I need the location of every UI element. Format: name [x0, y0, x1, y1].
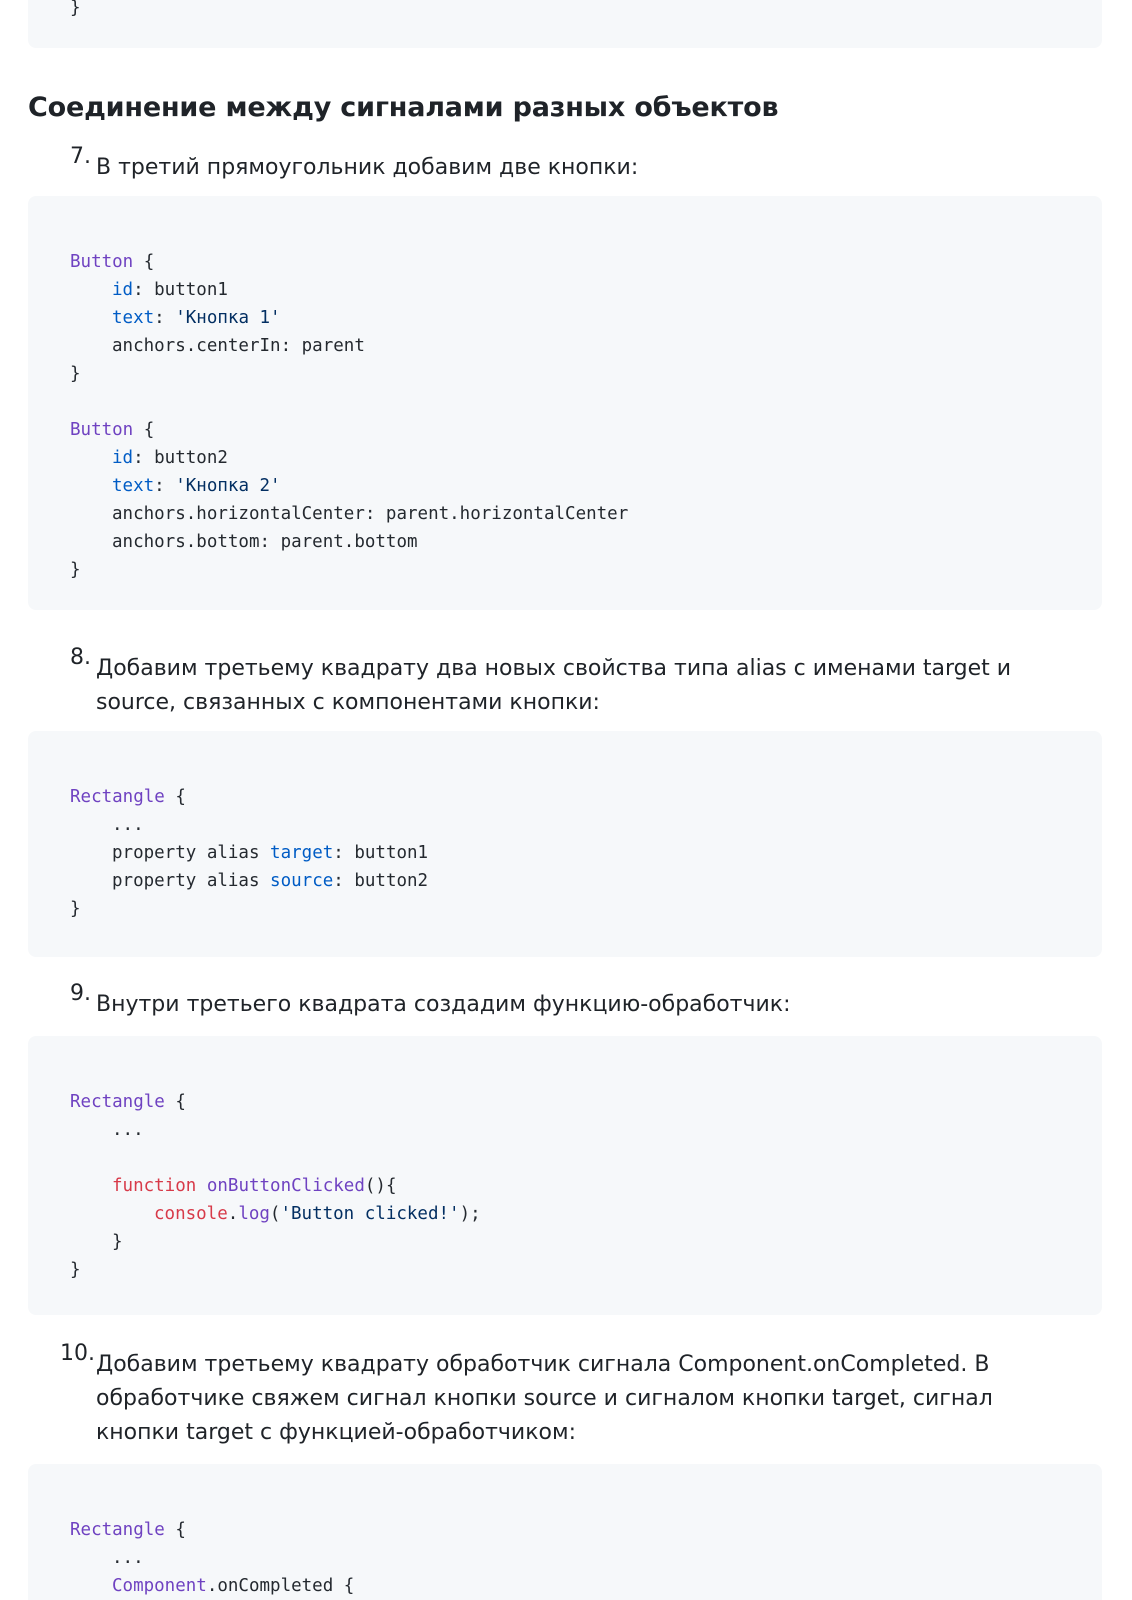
code-line [112, 867, 428, 895]
code-prop: id [112, 280, 134, 300]
code-string: 'Button clicked!' [280, 1204, 460, 1224]
code-punct: : [154, 476, 176, 496]
code-line [70, 1088, 186, 1116]
code-line [112, 1172, 396, 1200]
code-value: : button1 [333, 843, 429, 863]
code-line [112, 839, 428, 867]
code-object: console [154, 1204, 228, 1224]
code-line: } [112, 1232, 123, 1252]
code-punct: ( [269, 1204, 281, 1224]
code-type: Rectangle [70, 1092, 165, 1112]
code-block [28, 1036, 1102, 1315]
code-line [70, 1516, 186, 1544]
code-punct: ); [459, 1204, 481, 1224]
code-punct: { [133, 252, 155, 272]
code-line: } [70, 899, 81, 919]
code-line [154, 1200, 481, 1228]
code-keyword: function [112, 1176, 197, 1196]
code-punct: { [164, 787, 186, 807]
code-punct: { [164, 1520, 186, 1540]
code-punct: . [227, 1204, 239, 1224]
step-text: Добавим третьему квадрату обработчик сигнала Component.onCompleted. В обработчике свяжем сигнал кнопки source и сигналом кнопки target, сигнал кнопки target с функцией-обработчиком: [96, 1352, 993, 1445]
code-function-name: onButtonClicked [196, 1176, 365, 1196]
step-number: 10. [60, 1341, 95, 1366]
code-punct: { [133, 420, 155, 440]
code-line: anchors.horizontalCenter: parent.horizontalCenter [112, 504, 629, 524]
code-line [112, 1572, 354, 1600]
code-line [112, 444, 228, 472]
code-line [70, 248, 154, 276]
code-string: 'Кнопка 2' [175, 476, 281, 496]
code-prop: target [270, 843, 334, 863]
code-line [112, 276, 228, 304]
code-block [28, 196, 1102, 610]
code-keyword: property alias [112, 843, 271, 863]
code-punct: : [154, 308, 176, 328]
code-type: Button [70, 420, 134, 440]
code-type: Component [112, 1576, 207, 1596]
code-keyword: property alias [112, 871, 271, 891]
code-prop: source [270, 871, 334, 891]
code-line: } [70, 1260, 81, 1280]
step-number: 9. [70, 981, 91, 1006]
code-string: 'Кнопка 1' [175, 308, 281, 328]
code-line: anchors.centerIn: parent [112, 336, 365, 356]
code-line [70, 416, 154, 444]
code-block [28, 1464, 1102, 1600]
code-value: : button2 [133, 448, 228, 468]
step-number: 7. [70, 144, 91, 169]
code-line: } [70, 0, 81, 18]
step-text: В третий прямоугольник добавим две кнопки: [96, 155, 639, 180]
code-method: log [238, 1204, 270, 1224]
code-block [28, 731, 1102, 957]
code-type: Button [70, 252, 134, 272]
step-number: 8. [70, 645, 91, 670]
code-punct: (){ [364, 1176, 397, 1196]
code-value: : button2 [333, 871, 429, 891]
code-line: } [70, 364, 81, 384]
code-line [70, 783, 186, 811]
code-line [112, 304, 281, 332]
code-type: Rectangle [70, 1520, 165, 1540]
code-punct: .onCompleted { [206, 1576, 355, 1596]
code-prop: text [112, 476, 155, 496]
code-block [28, 0, 1102, 48]
code-line [112, 472, 281, 500]
code-line: ... [112, 815, 144, 835]
step-text: Внутри третьего квадрата создадим функцию-обработчик: [96, 992, 791, 1017]
code-punct: { [164, 1092, 186, 1112]
code-line: anchors.bottom: parent.bottom [112, 532, 418, 552]
step-text: Добавим третьему квадрату два новых свойства типа alias с именами target и source, связанных с компонентами кнопки: [96, 656, 1012, 715]
code-line: ... [112, 1548, 144, 1568]
code-line: ... [112, 1120, 144, 1140]
code-value: : button1 [133, 280, 228, 300]
code-prop: id [112, 448, 134, 468]
code-prop: text [112, 308, 155, 328]
code-type: Rectangle [70, 787, 165, 807]
section-heading: Соединение между сигналами разных объектов [28, 92, 779, 123]
code-line: } [70, 560, 81, 580]
